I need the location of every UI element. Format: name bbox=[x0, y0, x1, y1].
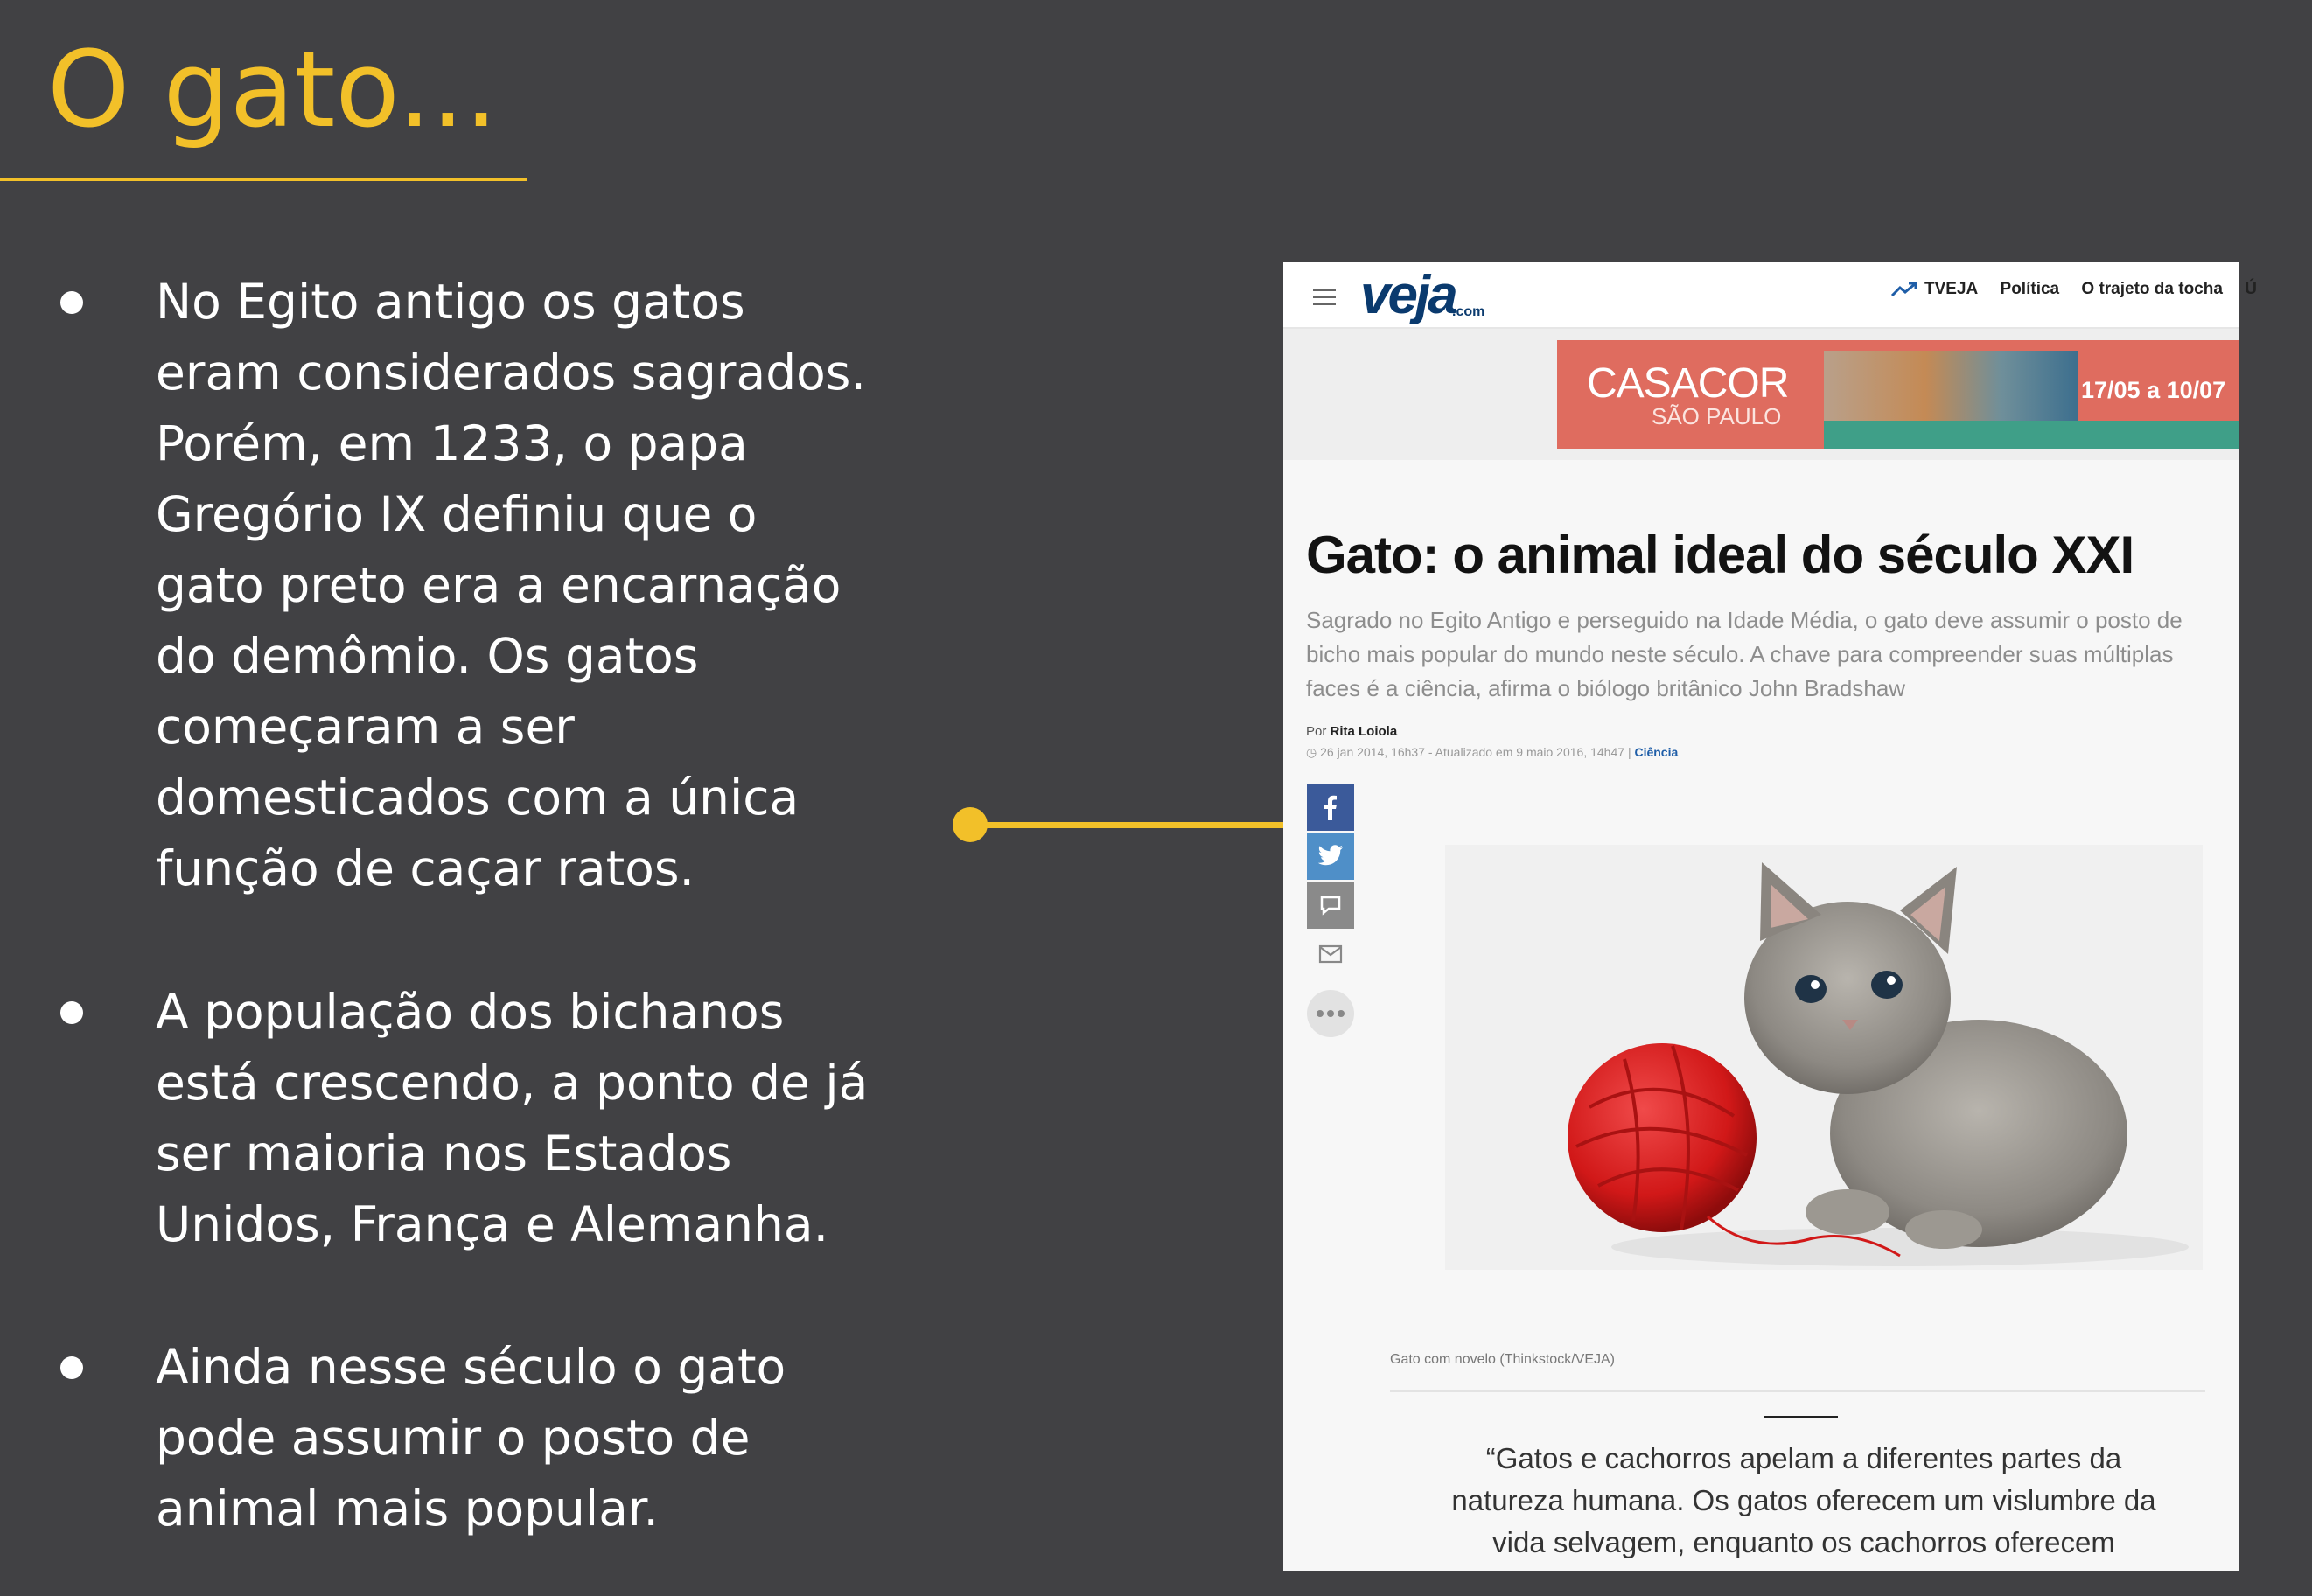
trending-icon bbox=[1891, 282, 1917, 297]
article-byline bbox=[1306, 724, 1397, 739]
veja-logo[interactable]: veja bbox=[1360, 265, 1456, 325]
bullet-dot bbox=[60, 291, 83, 314]
bullet-text-2: A população dos bichanos está crescendo, a ponto de já ser maioria nos Estados Unidos, França e Alemanha. bbox=[156, 984, 869, 1252]
article-headline: Gato: o animal ideal do século XXI bbox=[1306, 526, 2134, 584]
slide-title: O gato... bbox=[47, 30, 499, 151]
quote-divider bbox=[1764, 1416, 1838, 1418]
nav-link-tveja-label: TVEJA bbox=[1924, 280, 1979, 298]
casacor-ad-banner[interactable] bbox=[1557, 340, 2239, 449]
kitten-yarn-illustration bbox=[1445, 845, 2203, 1270]
article-quote: “Gatos e cachorros apelam a diferentes partes da natureza humana. Os gatos oferecem um vislumbre da vida selvagem, enquanto os cachorros oferecem bbox=[1451, 1442, 2156, 1558]
nav-links bbox=[1891, 280, 2274, 299]
menu-icon[interactable] bbox=[1313, 289, 1336, 310]
facebook-icon bbox=[1319, 794, 1342, 820]
share-more-button[interactable] bbox=[1307, 990, 1354, 1037]
nav-link-more[interactable]: Ú bbox=[2245, 280, 2257, 298]
ad-dates: 17/05 a 10/07 bbox=[2081, 377, 2226, 403]
clock-icon: ◷ bbox=[1306, 745, 1317, 759]
share-mail-button[interactable] bbox=[1307, 930, 1354, 978]
article-dek: Sagrado no Egito Antigo e perseguido na Idade Média, o gato deve assumir o posto de bicho mais popular do mundo neste século. A chave para compreender suas múltiplas faces é a ciência, afirma o biólogo britânico John Bradshaw bbox=[1306, 607, 2183, 701]
ad-green-stripe bbox=[1824, 421, 2239, 449]
connector-dot bbox=[953, 807, 988, 842]
bullet-text-3: Ainda nesse século o gato pode assumir o posto de animal mais popular. bbox=[156, 1339, 786, 1537]
kitten-with-yarn-photo bbox=[1445, 845, 2203, 1270]
share-twitter-button[interactable] bbox=[1307, 833, 1354, 880]
bullet-dot bbox=[60, 1356, 83, 1379]
nav-link-tveja[interactable] bbox=[1891, 280, 1978, 298]
article-screenshot bbox=[1283, 262, 2257, 1571]
author-link[interactable]: Rita Loiola bbox=[1330, 724, 1398, 739]
ad-area bbox=[1283, 329, 2239, 460]
veja-logo-suffix: .com bbox=[1452, 304, 1485, 319]
caption-divider bbox=[1390, 1390, 2205, 1392]
category-link[interactable]: Ciência bbox=[1634, 745, 1679, 759]
twitter-icon bbox=[1317, 845, 1344, 868]
mail-icon bbox=[1318, 944, 1343, 964]
ad-brand: CASACOR bbox=[1587, 360, 1789, 407]
byline-prefix: Por bbox=[1306, 724, 1327, 739]
photo-caption: Gato com novelo (Thinkstock/VEJA) bbox=[1390, 1352, 1615, 1367]
dateline-separator: | bbox=[1627, 745, 1635, 759]
title-underline bbox=[0, 178, 527, 181]
bullet-dot bbox=[60, 1001, 83, 1024]
bullet-text-1: No Egito antigo os gatos eram considerados sagrados. Porém, em 1233, o papa Gregório IX definiu que o gato preto era a encarnação do demômio. Os gatos começaram a ser domesticados com a única função de caçar ratos. bbox=[156, 274, 866, 896]
nav-link-politica[interactable]: Política bbox=[2000, 280, 2060, 298]
share-comment-button[interactable] bbox=[1307, 882, 1354, 929]
comment-icon bbox=[1319, 895, 1342, 916]
article-dateline bbox=[1306, 745, 1678, 760]
more-icon bbox=[1315, 1009, 1346, 1018]
nav-link-trajeto-tocha[interactable]: O trajeto da tocha bbox=[2081, 280, 2223, 298]
site-navbar bbox=[1283, 262, 2257, 329]
ad-city: SÃO PAULO bbox=[1652, 403, 1782, 429]
share-facebook-button[interactable] bbox=[1307, 784, 1354, 831]
connector-line bbox=[971, 822, 1284, 828]
publish-date: 26 jan 2014, 16h37 - Atualizado em 9 maio 2016, 14h47 bbox=[1320, 745, 1625, 759]
